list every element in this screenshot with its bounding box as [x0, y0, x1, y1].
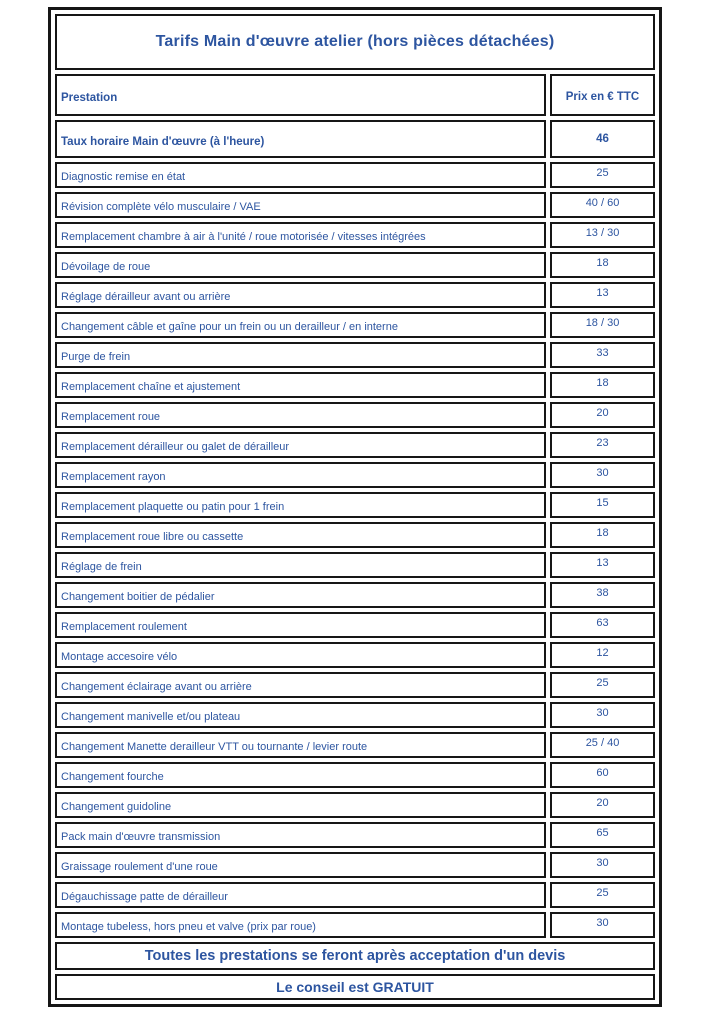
workshop-price-table — [48, 7, 662, 1007]
prestation-label: Graissage roulement d'une roue — [55, 852, 546, 878]
prestation-price: 33 — [550, 342, 655, 368]
page-title: Tarifs Main d'œuvre atelier (hors pièces détachées) — [55, 14, 655, 70]
footer-note-row — [55, 974, 655, 1000]
footer-note-devis: Toutes les prestations se feront après acceptation d'un devis — [55, 942, 655, 970]
table-row — [55, 582, 655, 608]
prestation-price: 30 — [550, 462, 655, 488]
prestation-price: 30 — [550, 702, 655, 728]
prestation-price: 25 / 40 — [550, 732, 655, 758]
table-row — [55, 612, 655, 638]
prestation-label: Remplacement chaîne et ajustement — [55, 372, 546, 398]
prestation-label: Remplacement chambre à air à l'unité / roue motorisée / vitesses intégrées — [55, 222, 546, 248]
prestation-label: Diagnostic remise en état — [55, 162, 546, 188]
prestation-label: Montage tubeless, hors pneu et valve (prix par roue) — [55, 912, 546, 938]
table-row — [55, 732, 655, 758]
table-row — [55, 312, 655, 338]
table-row — [55, 552, 655, 578]
table-row — [55, 192, 655, 218]
prestation-label: Réglage dérailleur avant ou arrière — [55, 282, 546, 308]
prestation-label: Montage accesoire vélo — [55, 642, 546, 668]
table-row — [55, 912, 655, 938]
table-row — [55, 642, 655, 668]
prestation-price: 40 / 60 — [550, 192, 655, 218]
column-header-prestation: Prestation — [55, 74, 546, 116]
prestation-price: 13 — [550, 552, 655, 578]
prestation-price: 60 — [550, 762, 655, 788]
prestation-price: 18 / 30 — [550, 312, 655, 338]
price-rows-section — [55, 162, 655, 938]
table-row — [55, 342, 655, 368]
prestation-label: Pack main d'œuvre transmission — [55, 822, 546, 848]
prestation-label: Remplacement roue libre ou cassette — [55, 522, 546, 548]
prestation-label: Changement Manette derailleur VTT ou tournante / levier route — [55, 732, 546, 758]
prestation-price: 12 — [550, 642, 655, 668]
table-row — [55, 702, 655, 728]
prestation-price: 18 — [550, 252, 655, 278]
prestation-price: 18 — [550, 372, 655, 398]
table-row — [55, 882, 655, 908]
prestation-price: 38 — [550, 582, 655, 608]
table-row — [55, 282, 655, 308]
table-row — [55, 492, 655, 518]
table-row — [55, 762, 655, 788]
prestation-label: Réglage de frein — [55, 552, 546, 578]
prestation-label: Dégauchissage patte de dérailleur — [55, 882, 546, 908]
footer-note-row — [55, 942, 655, 970]
prestation-price: 25 — [550, 882, 655, 908]
prestation-label: Changement manivelle et/ou plateau — [55, 702, 546, 728]
title-row — [55, 14, 655, 70]
prestation-label: Dévoilage de roue — [55, 252, 546, 278]
prestation-price: 63 — [550, 612, 655, 638]
table-row — [55, 432, 655, 458]
footer-note-conseil: Le conseil est GRATUIT — [55, 974, 655, 1000]
prestation-label: Remplacement dérailleur ou galet de dérailleur — [55, 432, 546, 458]
table-row — [55, 522, 655, 548]
prestation-label: Remplacement roue — [55, 402, 546, 428]
prestation-price: 15 — [550, 492, 655, 518]
table-row — [55, 462, 655, 488]
prestation-price: 25 — [550, 672, 655, 698]
table-row — [55, 792, 655, 818]
prestation-label: Changement câble et gaîne pour un frein ou un derailleur / en interne — [55, 312, 546, 338]
table-row — [55, 852, 655, 878]
table-row — [55, 402, 655, 428]
prestation-price: 20 — [550, 402, 655, 428]
table-row — [55, 822, 655, 848]
featured-row-hourly-rate — [55, 120, 655, 158]
prestation-price: 13 — [550, 282, 655, 308]
prestation-price: 20 — [550, 792, 655, 818]
column-header-row — [55, 74, 655, 116]
table-row — [55, 672, 655, 698]
featured-row-label: Taux horaire Main d'œuvre (à l'heure) — [55, 120, 546, 158]
table-row — [55, 162, 655, 188]
prestation-price: 30 — [550, 852, 655, 878]
prestation-label: Remplacement roulement — [55, 612, 546, 638]
column-header-price: Prix en € TTC — [550, 74, 655, 116]
prestation-label: Changement éclairage avant ou arrière — [55, 672, 546, 698]
prestation-label: Changement guidoline — [55, 792, 546, 818]
prestation-price: 23 — [550, 432, 655, 458]
prestation-price: 30 — [550, 912, 655, 938]
table-footer-section — [55, 942, 655, 1000]
table-head-section — [55, 14, 655, 158]
prestation-price: 13 / 30 — [550, 222, 655, 248]
table-row — [55, 372, 655, 398]
prestation-label: Remplacement plaquette ou patin pour 1 frein — [55, 492, 546, 518]
table-row — [55, 252, 655, 278]
prestation-price: 18 — [550, 522, 655, 548]
table-row — [55, 222, 655, 248]
featured-row-price: 46 — [550, 120, 655, 158]
prestation-label: Changement boitier de pédalier — [55, 582, 546, 608]
prestation-label: Purge de frein — [55, 342, 546, 368]
prestation-label: Remplacement rayon — [55, 462, 546, 488]
prestation-price: 65 — [550, 822, 655, 848]
prestation-label: Changement fourche — [55, 762, 546, 788]
prestation-label: Révision complète vélo musculaire / VAE — [55, 192, 546, 218]
prestation-price: 25 — [550, 162, 655, 188]
